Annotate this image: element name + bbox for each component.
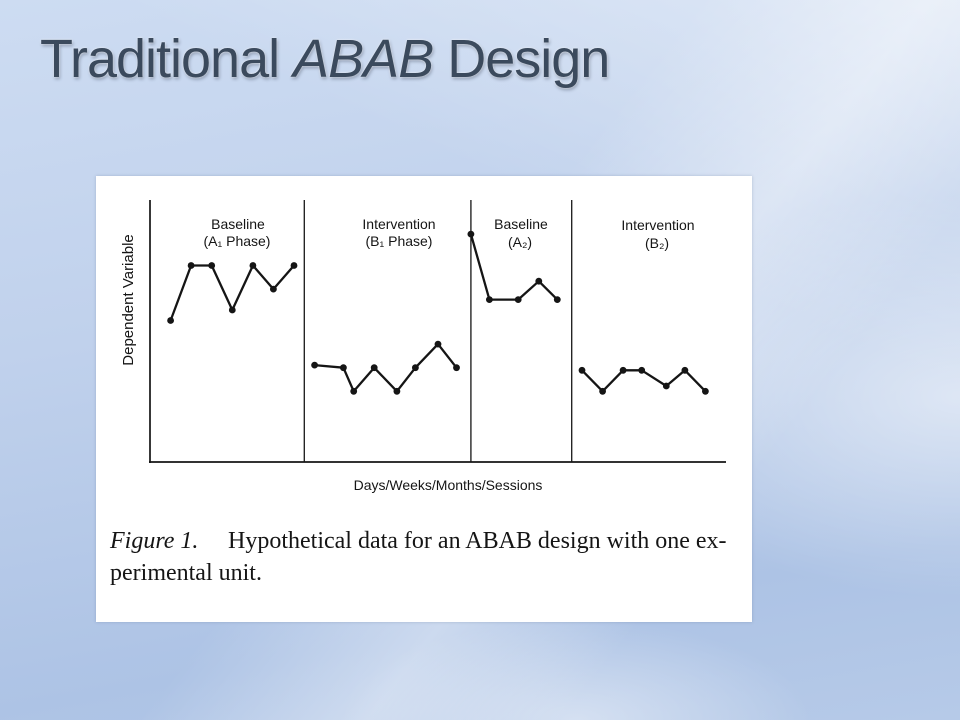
phase-3-point-5 — [554, 296, 561, 303]
figure-number: Figure 1. — [110, 528, 199, 554]
caption-line-1: Hypothetical data for an ABAB design with one ex- — [228, 528, 727, 554]
phase-1-point-7 — [291, 262, 298, 269]
phase-2-line — [315, 344, 457, 391]
phase-2-point-1 — [311, 362, 318, 369]
phase-2-point-8 — [453, 364, 460, 371]
title-emphasis: ABAB — [293, 29, 434, 89]
phase-4-point-6 — [682, 367, 689, 374]
phase-4-point-7 — [702, 388, 709, 395]
phase-b2-subtitle: (B₂) — [644, 235, 670, 251]
phase-4-point-2 — [599, 388, 606, 395]
phase-3-point-4 — [535, 278, 542, 285]
phase-2-point-6 — [412, 364, 419, 371]
phase-a2-title: Baseline — [494, 216, 548, 232]
data-series — [167, 231, 709, 395]
phase-2-point-3 — [350, 388, 357, 395]
phase-2-point-7 — [435, 341, 442, 348]
phase-1-point-2 — [188, 262, 195, 269]
phase-4-point-1 — [579, 367, 586, 374]
phase-a2-subtitle: (A₂) — [507, 234, 533, 250]
figure-caption — [109, 528, 727, 586]
caption-line-2: perimental unit. — [110, 560, 262, 586]
slide-title — [40, 29, 610, 89]
phase-4-point-4 — [638, 367, 645, 374]
phase-4-point-3 — [620, 367, 627, 374]
abab-chart — [96, 176, 752, 622]
phase-b1-subtitle: (B₁ Phase) — [365, 233, 433, 249]
phase-4-point-5 — [663, 383, 670, 390]
y-axis-label: Dependent Variable — [120, 234, 137, 366]
phase-1-point-3 — [208, 262, 215, 269]
phase-3-point-3 — [515, 296, 522, 303]
phase-2-point-2 — [340, 364, 347, 371]
phase-2-point-4 — [371, 364, 378, 371]
title-text-start: Traditional — [40, 29, 280, 89]
phase-1-point-6 — [270, 286, 277, 293]
phase-a1-subtitle: (A₁ Phase) — [203, 233, 271, 249]
x-axis-label: Days/Weeks/Months/Sessions — [353, 477, 543, 493]
phase-4-line — [582, 370, 705, 391]
phase-b1-title: Intervention — [362, 216, 436, 232]
phase-3-point-2 — [486, 296, 493, 303]
phase-1-point-4 — [229, 307, 236, 314]
phase-1-point-1 — [167, 317, 174, 324]
phase-b2-title: Intervention — [621, 217, 695, 233]
figure-card — [96, 176, 752, 622]
phase-2-point-5 — [394, 388, 401, 395]
phase-a1-title: Baseline — [211, 216, 265, 232]
title-text-end: Design — [447, 29, 610, 89]
phase-3-point-1 — [468, 231, 475, 238]
phase-1-point-5 — [250, 262, 257, 269]
phase-labels — [204, 216, 695, 251]
